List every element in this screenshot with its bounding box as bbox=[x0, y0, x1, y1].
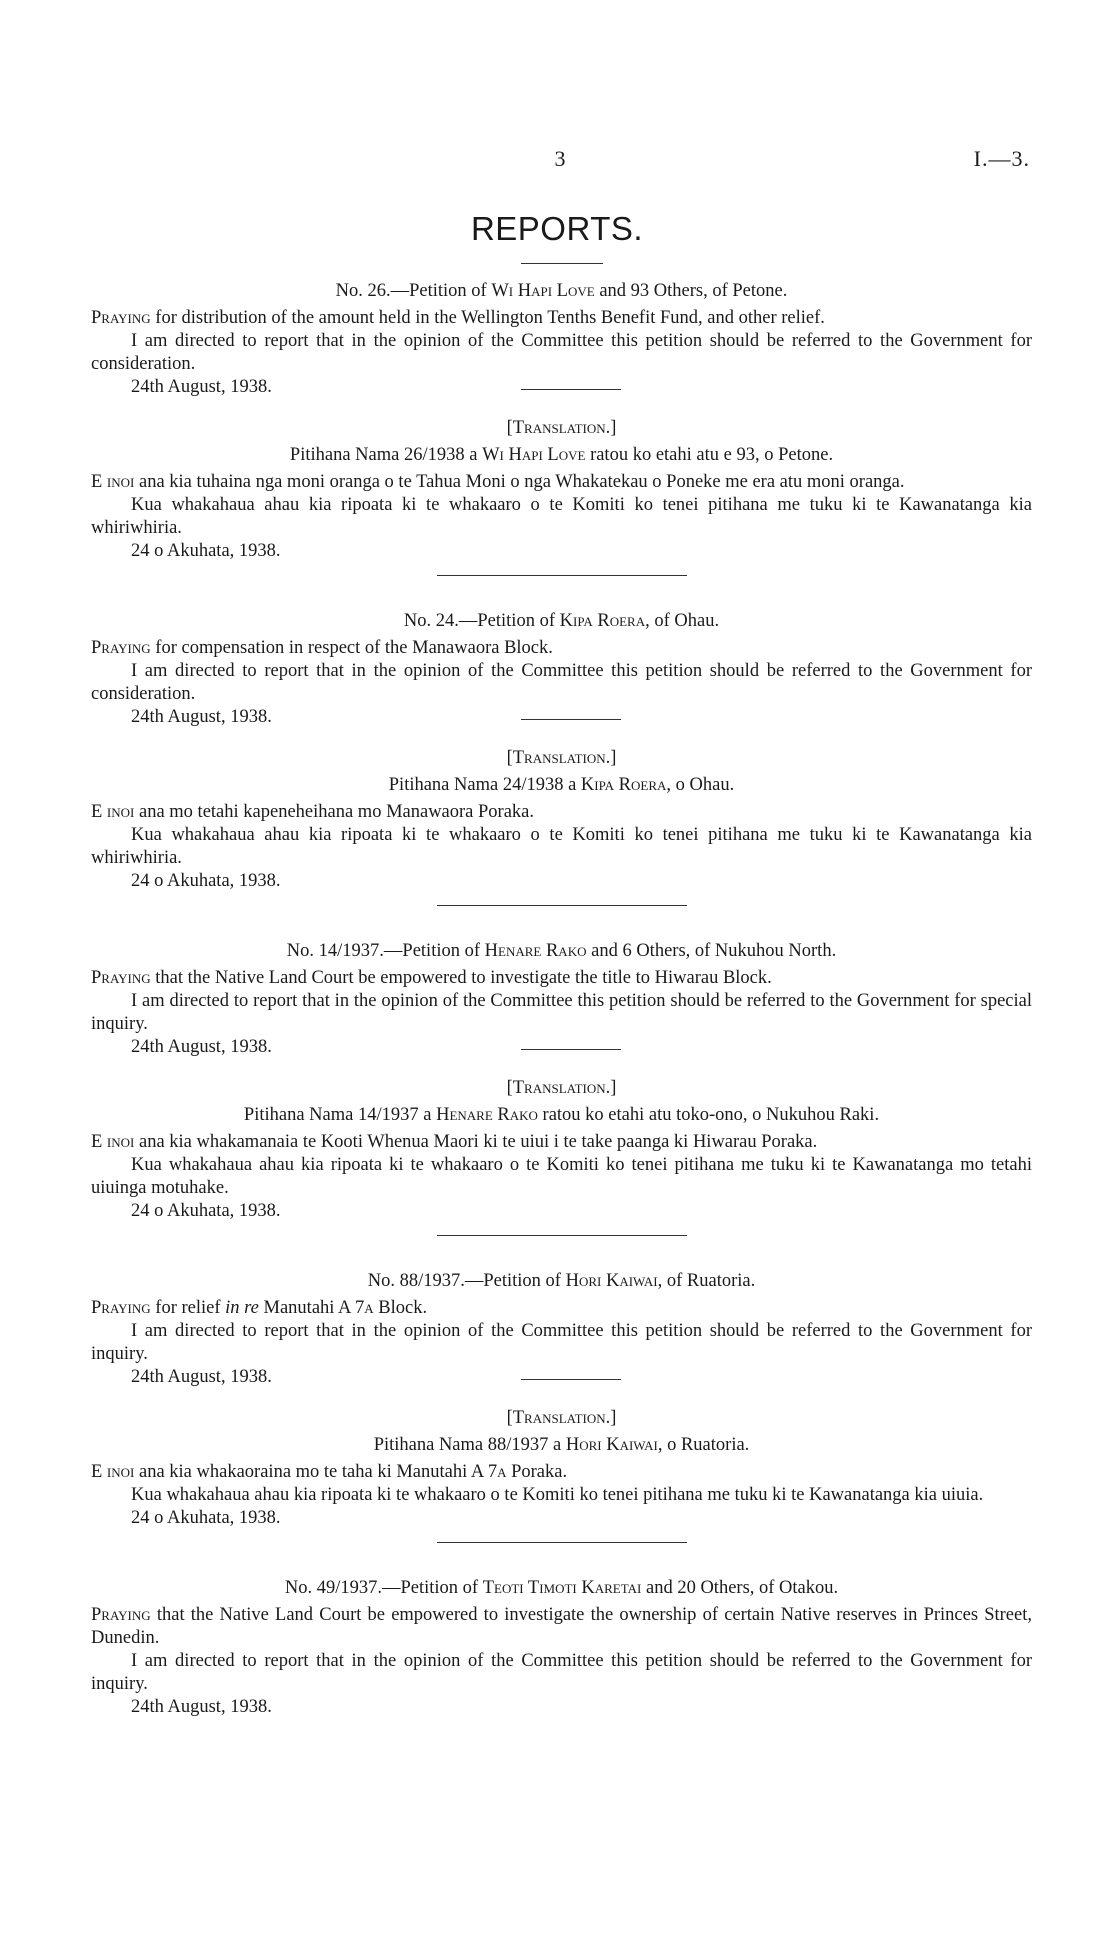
petitioner-name: Henare Rako bbox=[484, 941, 587, 961]
report-paragraph: I am directed to report that in the opinion of the Committee this petition should be referred to the Government for special inquiry. bbox=[91, 991, 1032, 1034]
translation-label: [Translation.] bbox=[506, 1408, 617, 1428]
translation-date: 24 o Akuhata, 1938. bbox=[131, 541, 281, 561]
translation-heading: Pitihana Nama 24/1938 a Kipa Roera, o Ohau. bbox=[388, 775, 735, 795]
petitioner-name: Teoti Timoti Karetai bbox=[482, 1578, 642, 1598]
report-date: 24th August, 1938. bbox=[131, 1366, 1032, 1389]
translation-label: [Translation.] bbox=[506, 418, 617, 438]
translation-label: [Translation.] bbox=[506, 1078, 617, 1098]
section-divider bbox=[437, 1235, 687, 1236]
section-divider bbox=[437, 1542, 687, 1543]
translation-heading: Pitihana Nama 88/1937 a Hori Kaiwai, o Ruatoria. bbox=[373, 1435, 750, 1455]
report-paragraph: I am directed to report that in the opinion of the Committee this petition should be referred to the Government for consideration. bbox=[91, 661, 1032, 704]
praying-paragraph: Praying for compensation in respect of the Manawaora Block. bbox=[91, 638, 553, 658]
translation-report: Kua whakahaua ahau kia ripoata ki te whakaaro o te Komiti ko tenei pitihana me tuku ki te Kawanatanga kia whiriwhiria. bbox=[91, 495, 1032, 538]
petition-14-1937 bbox=[91, 940, 1032, 1236]
page-number: 3 bbox=[554, 146, 566, 171]
report-paragraph: I am directed to report that in the opinion of the Committee this petition should be referred to the Government for inquiry. bbox=[91, 1651, 1032, 1694]
translation-date: 24 o Akuhata, 1938. bbox=[131, 1201, 281, 1221]
petition-24 bbox=[91, 610, 1032, 906]
petitioner-name: Hori Kaiwai bbox=[565, 1271, 658, 1291]
petitioner-name: Kipa Roera bbox=[559, 611, 646, 631]
report-date: 24th August, 1938. bbox=[131, 706, 1032, 729]
praying-paragraph: Praying for distribution of the amount held in the Wellington Tenths Benefit Fund, and other relief. bbox=[91, 308, 825, 328]
translation-inoi: E inoi ana kia whakaoraina mo te taha ki Manutahi A 7a Poraka. bbox=[91, 1462, 568, 1482]
petition-heading: No. 88/1937.—Petition of Hori Kaiwai, of Ruatoria. bbox=[367, 1271, 756, 1291]
report-paragraph: I am directed to report that in the opinion of the Committee this petition should be referred to the Government for inquiry. bbox=[91, 1321, 1032, 1364]
petition-heading: No. 24.—Petition of Kipa Roera, of Ohau. bbox=[403, 611, 720, 631]
report-date: 24th August, 1938. bbox=[131, 1697, 272, 1717]
translation-report: Kua whakahaua ahau kia ripoata ki te whakaaro o te Komiti ko tenei pitihana me tuku ki te Kawanatanga kia uiuia. bbox=[131, 1485, 984, 1505]
document-reference: I.—3. bbox=[973, 146, 1030, 171]
petitioner-name: Wi Hapi Love bbox=[491, 281, 595, 301]
petition-heading: No. 49/1937.—Petition of Teoti Timoti Karetai and 20 Others, of Otakou. bbox=[284, 1578, 839, 1598]
title-rule bbox=[521, 263, 603, 264]
translation-inoi: E inoi ana kia whakamanaia te Kooti Whenua Maori ki te uiui i te take paanga ki Hiwarau Poraka. bbox=[91, 1132, 818, 1152]
petition-88-1937 bbox=[91, 1270, 1032, 1543]
translation-report: Kua whakahaua ahau kia ripoata ki te whakaaro o te Komiti ko tenei pitihana me tuku ki te Kawanatanga mo tetahi uiuinga motuhake. bbox=[91, 1155, 1032, 1198]
page-title: REPORTS. bbox=[470, 210, 644, 247]
petition-heading: No. 26.—Petition of Wi Hapi Love and 93 Others, of Petone. bbox=[335, 281, 788, 301]
translation-date: 24 o Akuhata, 1938. bbox=[131, 871, 281, 891]
date-rule bbox=[521, 1049, 621, 1050]
praying-paragraph: Praying for relief in re Manutahi A 7a Block. bbox=[91, 1298, 428, 1318]
translation-inoi: E inoi ana kia tuhaina nga moni oranga o te Tahua Moni o nga Whakatekau o Poneke me era atu moni oranga. bbox=[91, 472, 905, 492]
praying-paragraph: Praying that the Native Land Court be empowered to investigate the title to Hiwarau Block. bbox=[91, 968, 772, 988]
translation-heading: Pitihana Nama 14/1937 a Henare Rako ratou ko etahi atu toko-ono, o Nukuhou Raki. bbox=[243, 1105, 880, 1125]
report-date: 24th August, 1938. bbox=[131, 1036, 1032, 1059]
translation-label: [Translation.] bbox=[506, 748, 617, 768]
date-rule bbox=[521, 719, 621, 720]
date-rule bbox=[521, 389, 621, 390]
petition-heading: No. 14/1937.—Petition of Henare Rako and 6 Others, of Nukuhou North. bbox=[286, 941, 837, 961]
translation-report: Kua whakahaua ahau kia ripoata ki te whakaaro o te Komiti ko tenei pitihana me tuku ki te Kawanatanga kia whiriwhiria. bbox=[91, 825, 1032, 868]
report-date: 24th August, 1938. bbox=[131, 376, 1032, 399]
petition-26 bbox=[91, 280, 1032, 576]
petition-49-1937 bbox=[91, 1577, 1032, 1719]
report-paragraph: I am directed to report that in the opinion of the Committee this petition should be referred to the Government for consideration. bbox=[91, 331, 1032, 374]
translation-heading: Pitihana Nama 26/1938 a Wi Hapi Love ratou ko etahi atu e 93, o Petone. bbox=[289, 445, 834, 465]
translation-date: 24 o Akuhata, 1938. bbox=[131, 1508, 281, 1528]
reports-body bbox=[91, 263, 1032, 1719]
date-rule bbox=[521, 1379, 621, 1380]
section-divider bbox=[437, 905, 687, 906]
praying-paragraph: Praying that the Native Land Court be empowered to investigate the ownership of certain Native reserves in Princes Street, Dunedin. bbox=[91, 1605, 1032, 1648]
section-divider bbox=[437, 575, 687, 576]
translation-inoi: E inoi ana mo tetahi kapeneheihana mo Manawaora Poraka. bbox=[91, 802, 535, 822]
